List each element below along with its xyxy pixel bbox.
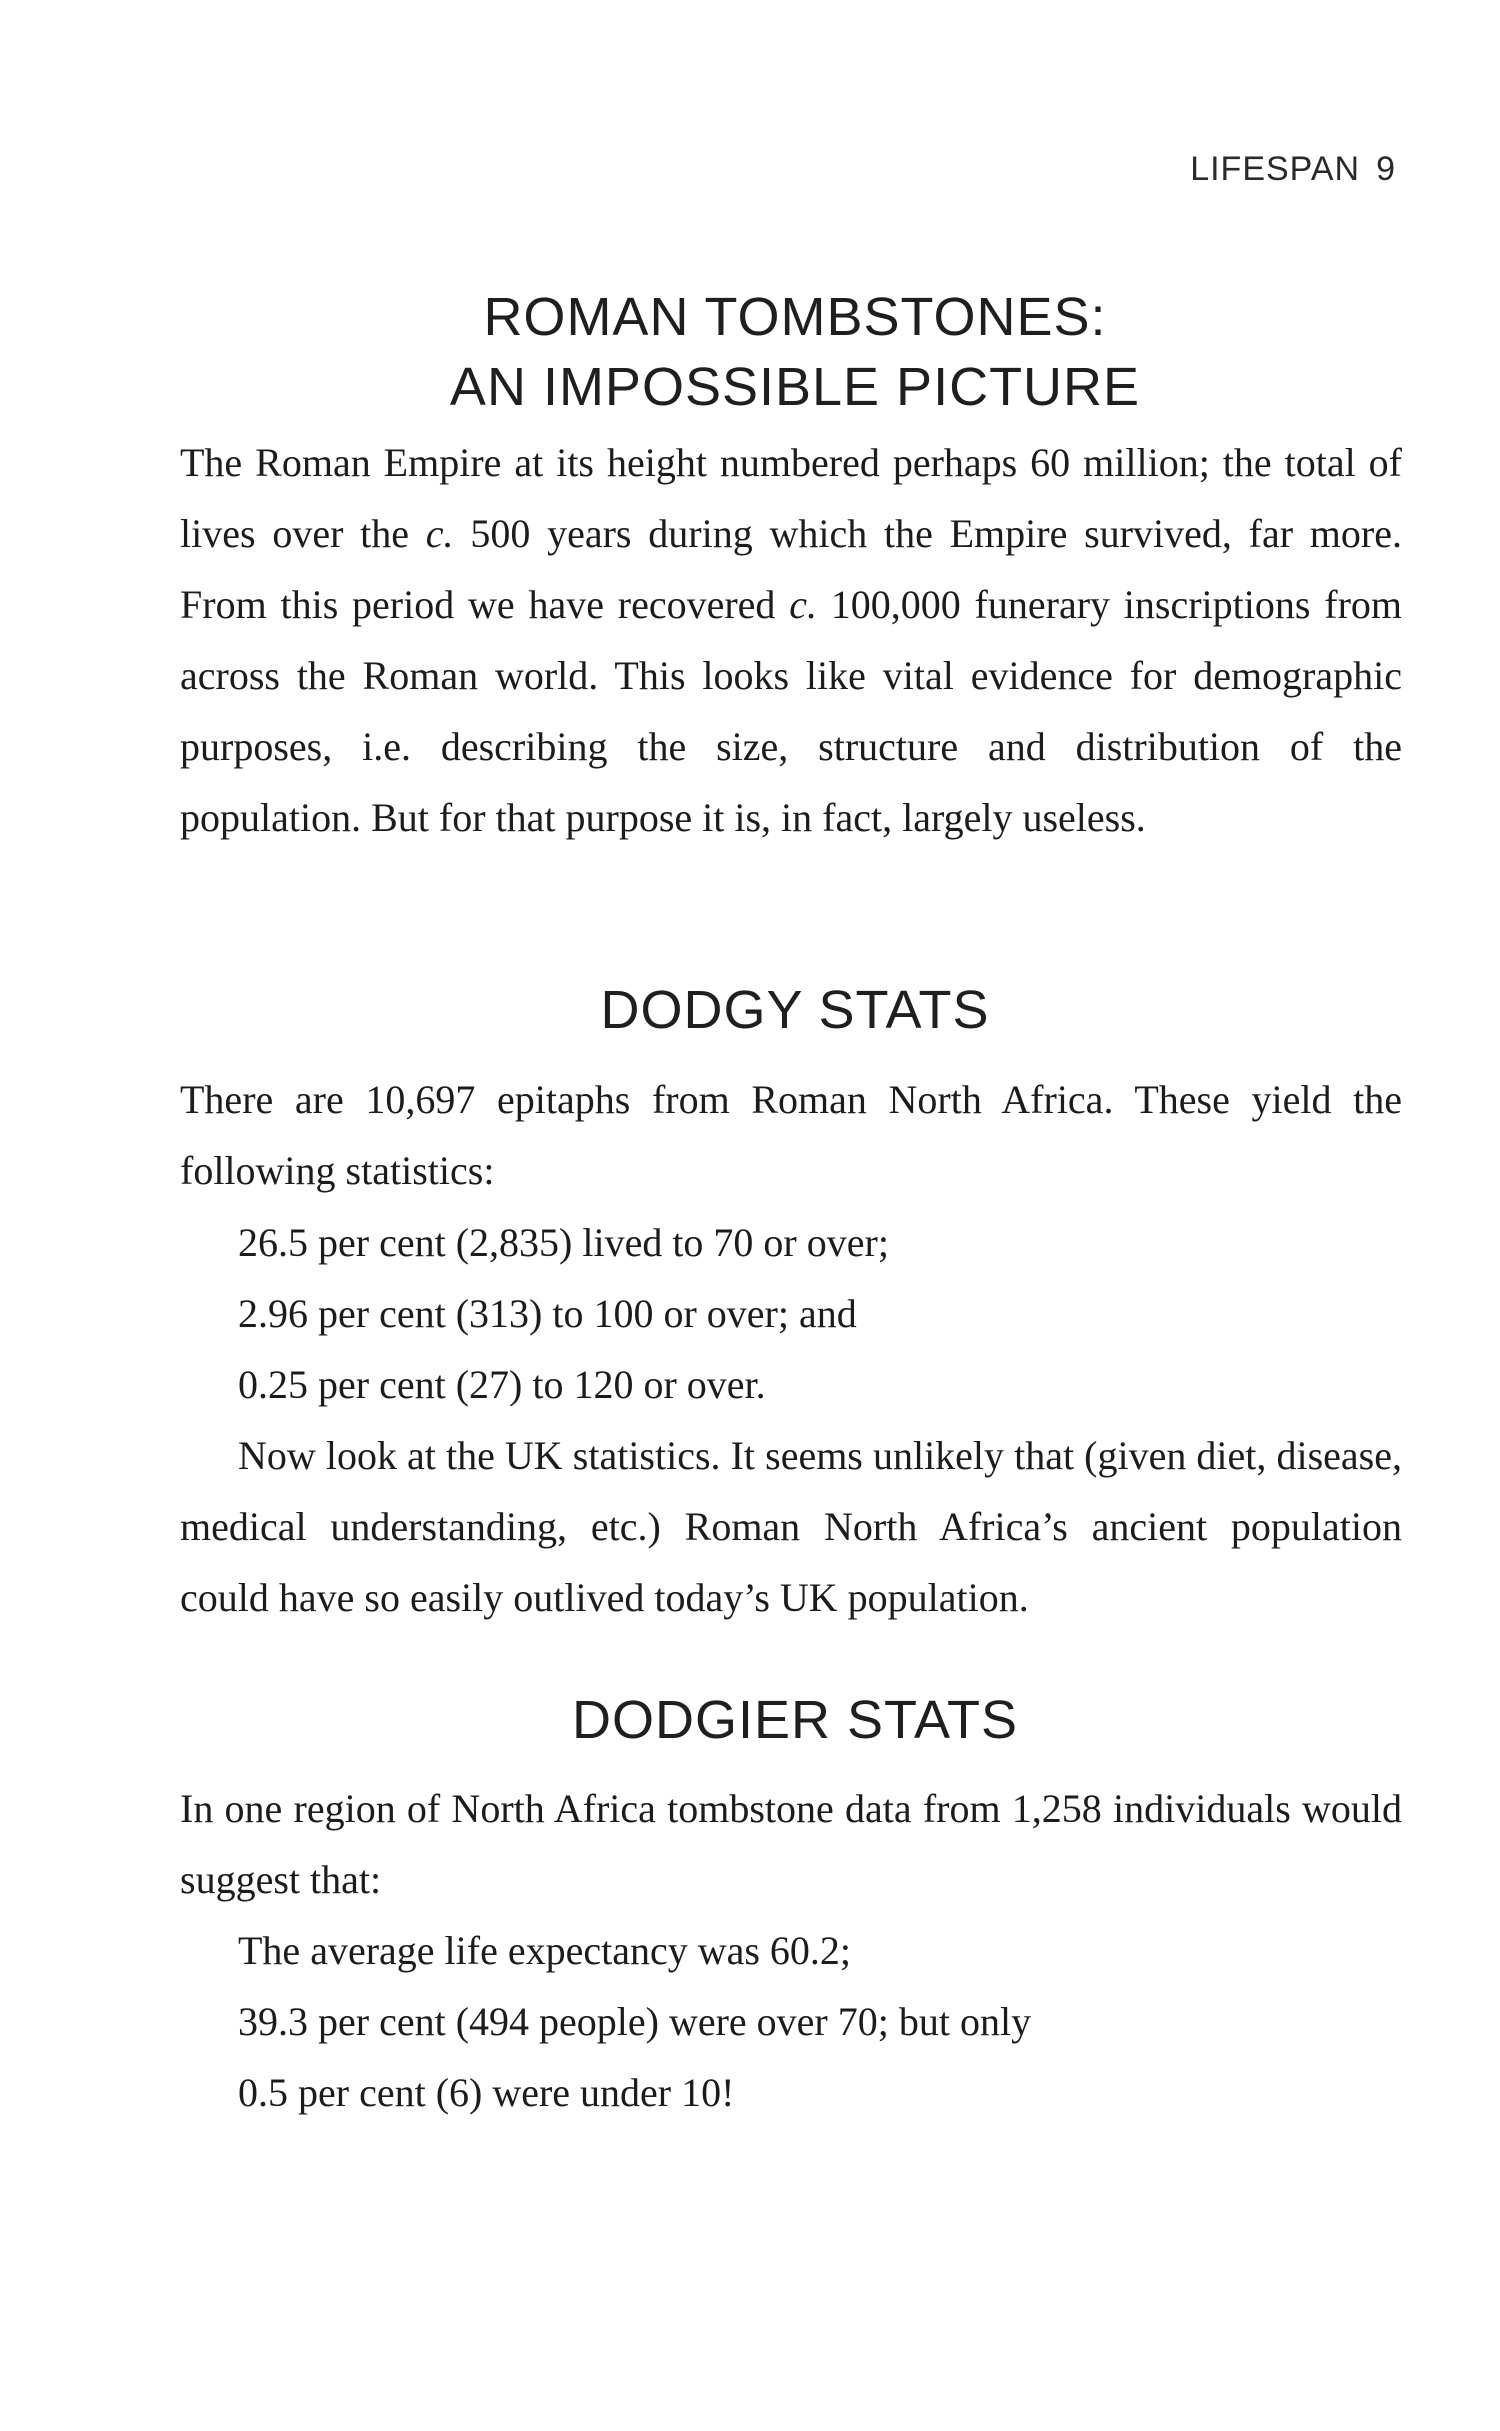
stat-line: 2.96 per cent (313) to 100 or over; and (238, 1291, 857, 1336)
title-line-2: AN IMPOSSIBLE PICTURE (449, 357, 1141, 417)
stat-line: 39.3 per cent (494 people) were over 70; but only (238, 1999, 1032, 2044)
running-title: LIFESPAN (1190, 150, 1361, 188)
dodgy-intro-paragraph: There are 10,697 epitaphs from Roman North Africa. These yield the following statistics: (180, 1077, 1402, 1193)
stat-line: 0.5 per cent (6) were under 10! (238, 2070, 735, 2115)
section-title-roman-tombstones (180, 282, 1410, 422)
running-head (1190, 150, 1396, 189)
intro-paragraph: The Roman Empire at its height numbered perhaps 60 million; the total of lives over the c. 500 years during which the Empire survived, far more. From this period we have recovered c. 100,000 funerary inscriptions from across the Roman world. This looks like vital evidence for demographic purposes, i.e. describing the size, structure and distribution of the population. But for that purpose it is, in fact, largely useless. (180, 440, 1403, 840)
section-title-dodgier-stats: DODGIER STATS (571, 1690, 1019, 1750)
stat-line: 26.5 per cent (2,835) lived to 70 or over; (238, 1220, 889, 1265)
stat-line: 0.25 per cent (27) to 120 or over. (238, 1362, 766, 1407)
dodgy-conclusion-paragraph: Now look at the UK statistics. It seems unlikely that (given diet, disease, medical understanding, etc.) Roman North Africa’s ancient population could have so easily outlived today’s UK population. (180, 1433, 1402, 1620)
dodgier-intro-paragraph: In one region of North Africa tombstone data from 1,258 individuals would suggest that: (180, 1786, 1402, 1902)
stat-line: The average life expectancy was 60.2; (238, 1928, 852, 1973)
page-number: 9 (1376, 150, 1396, 188)
section-title-dodgy-stats: DODGY STATS (600, 980, 990, 1040)
title-line-1: ROMAN TOMBSTONES: (483, 287, 1107, 347)
